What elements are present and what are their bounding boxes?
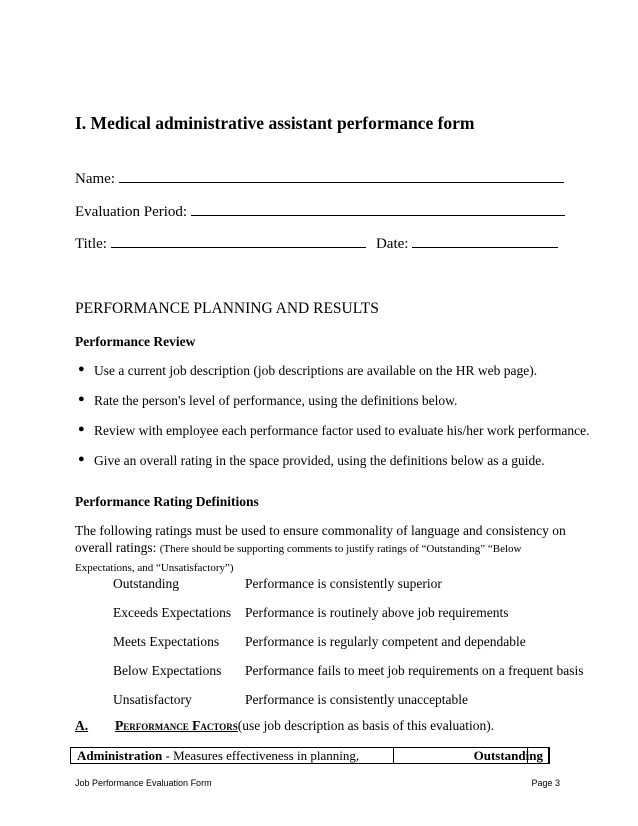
factor-name: Administration [77,748,163,763]
title-line[interactable] [111,233,366,248]
footer-left: Job Performance Evaluation Form [75,778,212,788]
bullet-item [78,363,537,379]
rating-cell: Outstanding [473,748,543,763]
name-field [75,168,564,188]
bullet-icon: ● [78,423,85,435]
bullet-text: Give an overall rating in the space provided, using the definitions below as a guide. [94,453,545,468]
name-line[interactable] [119,168,564,183]
bullet-text: Use a current job description (job descriptions are available on the HR web page). [94,363,538,378]
rating-term: Below Expectations [113,663,222,678]
bullet-icon: ● [78,363,85,375]
factor-label: Performance Factors [115,718,238,733]
performance-review-heading: Performance Review [75,334,196,349]
rating-term: Outstanding [113,576,179,591]
bullet-item [78,393,457,409]
rating-desc: Performance is consistently superior [245,576,442,591]
bullet-text: Rate the person's level of performance, using the definitions below. [94,393,458,408]
rating-definitions-intro [75,522,575,577]
factor-cell [71,748,394,763]
date-line[interactable] [412,233,558,248]
name-label: Name: [75,171,115,187]
section-heading: PERFORMANCE PLANNING AND RESULTS [75,300,379,317]
title-label: Title: [75,236,107,252]
date-label: Date: [375,236,409,252]
rating-definitions-heading: Performance Rating Definitions [75,494,259,509]
page-title: I. Medical administrative assistant performance form [75,113,475,133]
performance-factors-heading [75,718,494,734]
rating-desc: Performance is regularly competent and dependable [245,634,526,649]
bullet-icon: ● [78,453,85,465]
rating-desc: Performance is routinely above job requirements [245,605,509,620]
rating-term: Meets Expectations [113,634,220,649]
factor-note: (use job description as basis of this evaluation). [237,718,495,733]
evaluation-period-line[interactable] [191,201,565,216]
intro-note-text: (There should be supporting comments to justify ratings of “Outstanding” “Below Expectations, and “Unsatisfactory”) [75,543,522,574]
footer-page-number: Page 3 [531,778,560,788]
rating-checkbox[interactable] [527,747,549,764]
bullet-item [78,423,590,439]
table-row [70,747,550,764]
factor-description: - Measures effectiveness in planning, [162,748,360,763]
rating-term: Unsatisfactory [113,692,192,707]
title-date-field [75,233,558,253]
rating-term: Exceeds Expectations [113,605,232,620]
rating-desc: Performance is consistently unacceptable [245,692,469,707]
bullet-item [78,453,545,469]
evaluation-period-field [75,201,565,221]
bullet-icon: ● [78,393,85,405]
evaluation-period-label: Evaluation Period: [75,204,188,220]
factor-letter: A. [75,718,89,733]
intro-main-text: The following ratings must be used to ensure commonality of language and consistency on overall ratings: [75,523,566,555]
bullet-text: Review with employee each performance factor used to evaluate his/her work performance. [94,423,590,438]
rating-desc: Performance fails to meet job requirements on a frequent basis [245,663,584,678]
